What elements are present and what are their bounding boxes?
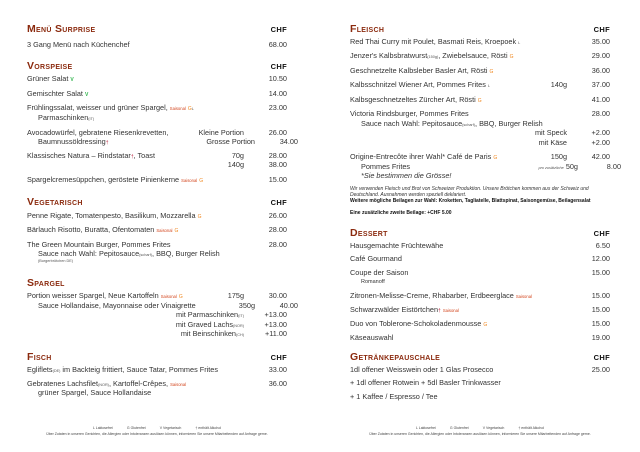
menu-item: Hausgemachte Früchtewähe 6.50 xyxy=(350,241,610,250)
menu-item: Duo von Toblerone-Schokoladenmousse G 15.00 xyxy=(350,319,610,328)
gluten-free-icon: G xyxy=(187,106,192,112)
menu-item: Frühlingssalat, weisser und grüner Spargel, Saisonal GL 23.00 xyxy=(27,103,287,112)
menu-item: Coupe der Saison 15.00 xyxy=(350,268,610,277)
menu-page-left xyxy=(27,0,298,452)
section-heading-getraenkepauschale: Getränkepauschale CHF xyxy=(350,351,610,363)
menu-item-extra: mit Speck +2.00 xyxy=(534,128,610,137)
menu-item: Zitronen-Melisse-Creme, Rhabarber, Erdbeerglace Saisonal 15.00 xyxy=(350,291,610,300)
sides-note: Weitere mögliche Beilagen zur Wahl: Kroketten, Tagliatelle, Blattspinat, Saisongemüse, Beilagensalat xyxy=(350,198,591,204)
allergen-legend: L Laktosefrei G Glutenfrei V Vegetarisch † enthält Alkohol xyxy=(92,426,222,430)
menu-item-note: *Sie bestimmen die Grösse! xyxy=(361,171,452,180)
vegetarian-icon: V xyxy=(70,77,74,83)
menu-item: 3 Gang Menü nach Küchenchef 68.00 xyxy=(27,40,287,49)
menu-item: The Green Mountain Burger, Pommes Frites 28.00 xyxy=(27,240,287,249)
menu-item: Egliflets(DE) im Backteig frittiert, Sauce Tatar, Pommes Frites 33.00 xyxy=(27,365,287,374)
menu-item-sub: Romanoff xyxy=(361,279,385,285)
origin-note: Wir verwenden Fleisch und Brot von Schweizer Produktion. Unsere Brötchen kommen aus der Schweiz und Deutschland. Ausnahmen werden speziell deklariert. xyxy=(350,186,589,199)
section-heading-fisch: Fisch CHF xyxy=(27,351,287,363)
menu-item: Kalbsgeschnetzeltes Zürcher Art, Rösti G 41.00 xyxy=(350,95,610,104)
menu-item-sub: Sauce Hollandaise, Mayonnaise oder Vinaigrette 350g 40.00 xyxy=(38,301,298,310)
menu-item: Victoria Rindsburger, Pommes Frites 28.00 xyxy=(350,109,610,118)
allergen-legend: L Laktosefrei G Glutenfrei V Vegetarisch † enthält Alkohol xyxy=(415,426,545,430)
section-heading-spargel: Spargel xyxy=(27,277,65,289)
menu-item: Kalbsschnitzel Wiener Art, Pommes Frites L 140g 37.00 xyxy=(350,80,610,89)
menu-item: Red Thai Curry mit Poulet, Basmati Reis, Kroepoek L 35.00 xyxy=(350,37,610,46)
menu-item: 1dl offener Weisswein oder 1 Glas Prosecco 25.00 xyxy=(350,365,610,374)
menu-item: Portion weisser Spargel, Neue Kartoffeln Saisonal G 175g 30.00 xyxy=(27,291,287,300)
allergen-note: Über Zutaten in unseren Gerichten, die Allergien oder Intoleranzen auslösen können, informieren Sie unsere Mitarbeitenden auf Anfrage gerne. xyxy=(46,432,268,436)
menu-item-extra: mit Käse +2.00 xyxy=(538,138,610,147)
menu-item-extra: mit Parmaschinken(IT) +13.00 xyxy=(176,310,287,319)
menu-item-sub: Sauce nach Wahl: Pepitosauce(scharf), BBQ, Burger Relish xyxy=(361,119,543,128)
menu-item: Café Gourmand 12.00 xyxy=(350,254,610,263)
section-heading-dessert: Dessert CHF xyxy=(350,227,610,239)
menu-item-sub: 140g 38.00 xyxy=(227,160,287,169)
menu-item-sub: Baumnussöldressing† Grosse Portion 34.00 xyxy=(38,137,298,146)
menu-item-extra: mit Beinschinken(CH) +11.00 xyxy=(180,329,287,338)
menu-item: Gebratenes Lachsfilet(NOR), Kartoffel-Crêpes, Saisonal 36.00 xyxy=(27,379,287,388)
vegetarian-icon: V xyxy=(85,92,89,98)
section-heading-menu-surprise: Menü Surprise CHF xyxy=(27,23,287,35)
menu-item-note: (Burgerbrötchen DE) xyxy=(38,259,74,263)
menu-item: + 1 Kaffee / Espresso / Tee xyxy=(350,392,438,401)
menu-item: Spargelcremesüppchen, geröstete Pinienkerne Saisonal G 15.00 xyxy=(27,175,287,184)
section-heading-fleisch: Fleisch CHF xyxy=(350,23,610,35)
menu-item: Schwarzwälder Eistörtchen† Saisonal 15.00 xyxy=(350,305,610,314)
menu-item: + 1dl offener Rotwein + 5dl Basler Trinkwasser xyxy=(350,378,501,387)
menu-item: Grüner Salat V 10.50 xyxy=(27,74,287,83)
section-heading-vorspeise: Vorspeise CHF xyxy=(27,60,287,72)
section-heading-vegetarisch: Vegetarisch CHF xyxy=(27,196,287,208)
menu-item: Geschnetzelte Kalbsleber Basler Art, Rösti G 36.00 xyxy=(350,66,610,75)
menu-item: Käseauswahl 19.00 xyxy=(350,333,610,342)
menu-page-right xyxy=(350,0,621,452)
menu-item-sub: Pommes Frites pro zusätzliche 50g 8.00 xyxy=(361,162,621,171)
menu-item-sub: grüner Spargel, Sauce Hollandaise xyxy=(38,388,152,397)
menu-item: Origine-Entrecôte ihrer Wahl* Café de Paris G 150g 42.00 xyxy=(350,152,610,161)
menu-item: Avocadowürfel, gebratene Riesenkrevetten, Kleine Portion 26.00 xyxy=(27,128,287,137)
menu-item-sub: Sauce nach Wahl: Pepitosauce(scharf), BBQ, Burger Relish xyxy=(38,249,220,258)
menu-item: Klassisches Natura – Rindstatar†, Toast 70g 28.00 xyxy=(27,151,287,160)
menu-item-sub: Parmaschinken(IT) xyxy=(38,113,95,122)
menu-item: Bärlauch Risotto, Buratta, Ofentomaten Saisonal G 28.00 xyxy=(27,225,287,234)
extra-side-note: Eine zusätzliche zweite Beilage: +CHF 5.00 xyxy=(350,210,452,216)
menu-item-extra: mit Graved Lachs(NOR) +13.00 xyxy=(175,320,287,329)
menu-item: Penne Rigate, Tomatenpesto, Basilikum, Mozzarella G 26.00 xyxy=(27,211,287,220)
menu-item: Gemischter Salat V 14.00 xyxy=(27,89,287,98)
menu-item: Jenzer's Kalbsbratwurst(150g), Zwiebelsauce, Rösti G 29.00 xyxy=(350,51,610,60)
allergen-note: Über Zutaten in unseren Gerichten, die Allergien oder Intoleranzen auslösen können, informieren Sie unsere Mitarbeitenden auf Anfrage gerne. xyxy=(369,432,591,436)
